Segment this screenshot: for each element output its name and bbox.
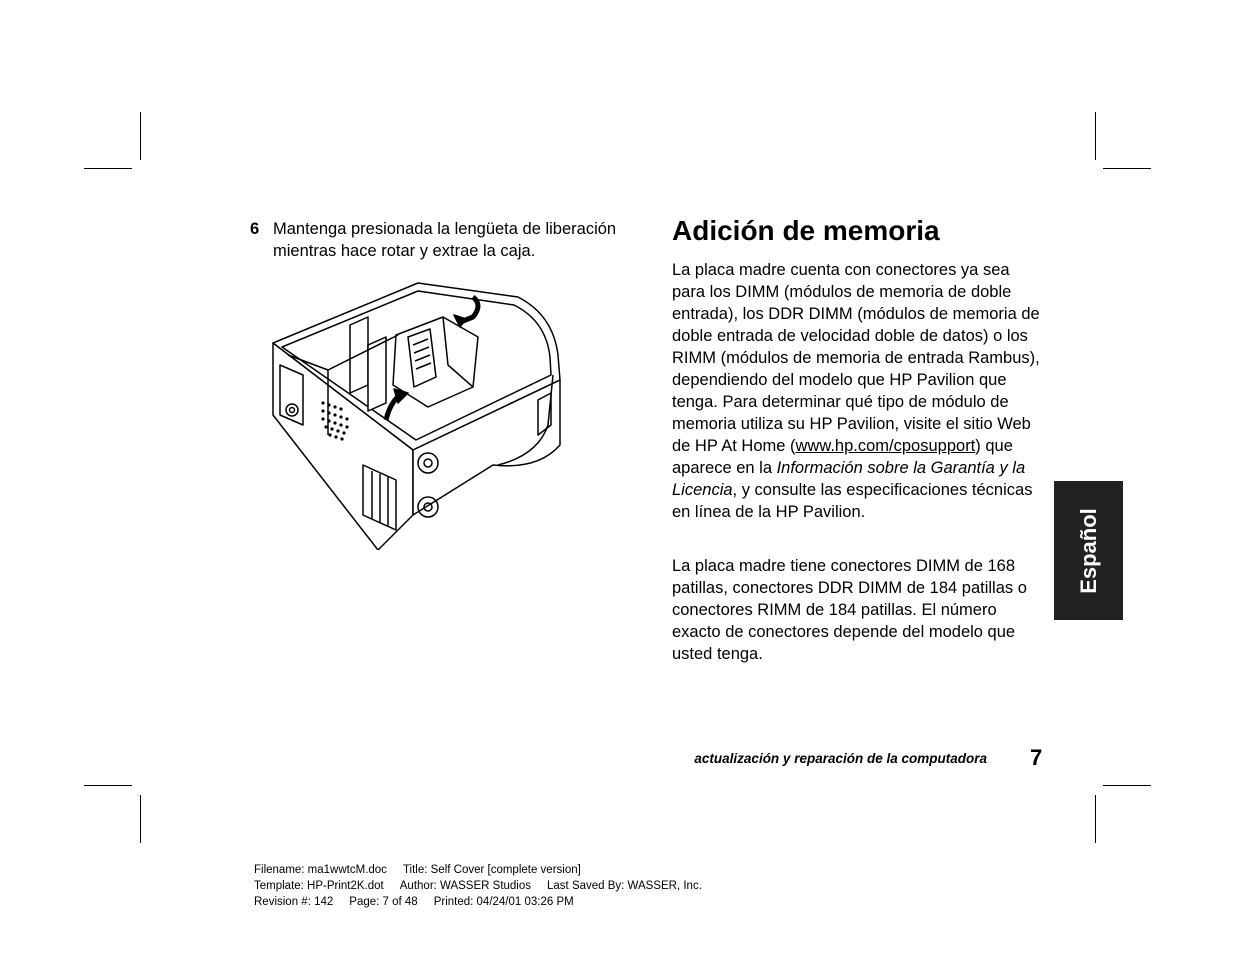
file-info-printed: Printed: 04/24/01 03:26 PM [433,896,574,908]
section-title: Adición de memoria [672,215,940,246]
file-info-revision: Revision #: 142 [254,896,334,908]
crop-mark-bottom-right-horizontal [1103,785,1151,786]
file-info-row [254,878,718,894]
crop-mark-top-left-horizontal [84,168,132,169]
paragraph-text: La placa madre cuenta con conectores ya sea para los DIMM (módulos de memoria de doble entrada), los DDR DIMM (módulos de memoria de doble entrada de velocidad doble de datos) o los RIMM (módulos de memoria de entrada Rambus), dependiendo del modelo que HP Pavilion que tenga. Para determinar qué tipo de módulo de memoria utiliza su HP Pavilion, visite el sitio Web de HP At Home ( [672,261,1040,455]
paragraph-text: ) que aparece en la [672,437,1013,477]
crop-mark-bottom-right-vertical [1095,795,1096,843]
file-info-title: Title: Self Cover [complete version] [402,864,581,876]
paragraph-text: , y consulte las especificaciones técnicas en línea de la HP Pavilion. [672,481,1033,521]
file-info-template: Template: HP-Print2K.dot [254,880,384,892]
computer-chassis-illustration [268,275,568,550]
file-info-row [254,862,718,878]
step-number: 6 [250,220,260,238]
page-number: 7 [1030,745,1043,770]
file-info-row [254,894,718,910]
file-info-page: Page: 7 of 48 [349,896,418,908]
language-tab-label: Español [1075,507,1101,594]
crop-mark-top-right-vertical [1095,112,1096,160]
warranty-document-title: Información sobre la Garantía y la Licencia [672,459,1026,499]
paragraph-memory-intro [672,259,1047,523]
file-info-last-saved: Last Saved By: WASSER, Inc. [547,880,702,892]
paragraph-line: conectores RIMM de 184 patillas. El número [672,601,997,619]
crop-mark-top-left-vertical [140,112,141,160]
file-info [254,862,718,910]
file-info-author: Author: WASSER Studios [399,880,532,892]
paragraph-line: exacto de conectores depende del modelo que [672,623,1016,641]
hp-support-link[interactable]: www.hp.com/cposupport [795,437,976,455]
paragraph-line: patillas, conectores DDR DIMM de 184 patillas o [672,579,1027,597]
computer-chassis-drive-cage-icon [268,275,568,550]
step-text: Mantenga presionada la lengüeta de liberación mientras hace rotar y extrae la caja. [273,220,617,260]
crop-mark-bottom-left-horizontal [84,785,132,786]
paragraph-connectors [672,555,1047,665]
file-info-filename: Filename: ma1wwtcM.doc [254,864,387,876]
paragraph-line: La placa madre tiene conectores DIMM de 168 [672,557,1016,575]
footer-chapter-title: actualización y reparación de la computadora [694,751,987,766]
language-tab [1054,481,1123,620]
paragraph-line: usted tenga. [672,645,763,663]
crop-mark-top-right-horizontal [1103,168,1151,169]
crop-mark-bottom-left-vertical [140,795,141,843]
